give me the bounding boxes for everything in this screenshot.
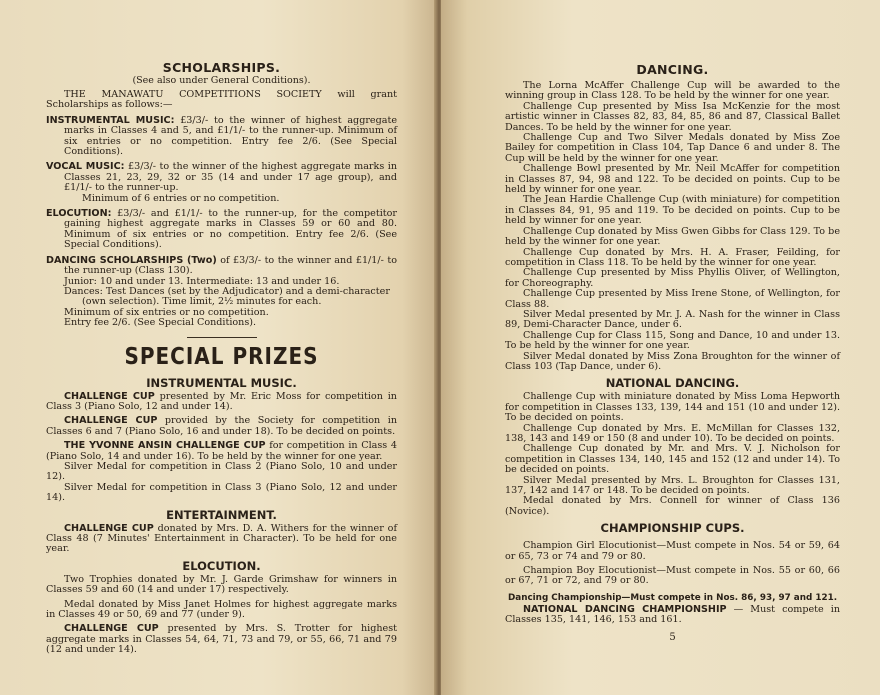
national-para: Challenge Cup with miniature donated by Miss Loma Hepworth for competition in Classes 133, 139, 144 and 151 (10 and under 12). To be decided on points.	[505, 391, 840, 424]
scholarship-vocal: VOCAL MUSIC: £3/3/- to the winner of the highest aggregate marks in Classes 21, 23, 29, 32 or 35 (14 and under 17 age group), and £1/1/- to the runner-up.	[46, 161, 397, 194]
entertainment-heading: ENTERTAINMENT.	[166, 507, 277, 522]
dancing-line: Junior: 10 and under 13. Intermediate: 13 and under 16.	[64, 275, 340, 287]
dancing-para: Silver Medal donated by Miss Zona Broughton for the winner of Class 103 (Tap Dance, under 6).	[505, 350, 840, 372]
dancing-para: Challenge Cup for Class 115, Song and Dance, 10 and under 13. To be held by the winner for one year.	[505, 329, 840, 352]
instrumental-para: THE YVONNE ANSIN CHALLENGE CUP for competition in Class 4 (Piano Solo, 14 and under 16). To be held by the winner for one year.	[46, 440, 397, 462]
special-prizes-heading: SPECIAL PRIZES	[124, 341, 319, 370]
dancing-line: Minimum of six entries or no competition.	[64, 306, 269, 318]
instrumental-para: Silver Medal for competition in Class 2 (Piano Solo, 10 and under 12).	[46, 460, 397, 483]
dancing-para: Challenge Cup and Two Silver Medals donated by Miss Zoe Bailey for competition in Class 104, Tap Dance 6 and under 8. The Cup will be held by the winner for one year.	[505, 132, 840, 164]
dancing-para: Challenge Cup presented by Miss Isa McKenzie for the most artistic winner in Classes 82, 83, 84, 85, 86 and 87, Classical Ballet Dances. To be held by the winner for one year.	[505, 100, 840, 133]
dancing-para: Silver Medal presented by Mr. J. A. Nash for the winner in Class 89, Demi-Character Dance, under 6.	[505, 308, 840, 331]
elocution-para: Medal donated by Miss Janet Holmes for highest aggregate marks in Classes 49 or 50, 69 and 77 (under 9).	[46, 598, 397, 621]
dancing-para: Challenge Cup presented by Miss Irene Stone, of Wellington, for Class 88.	[505, 288, 840, 310]
scholarships-intro: THE MANAWATU COMPETITIONS SOCIETY will grant Scholarships as follows:—	[46, 89, 397, 111]
dancing-para: Challenge Bowl presented by Mr. Neil McAffer for competition in Classes 87, 94, 98 and 122. To be decided on points. Cup to be held by winner for one year.	[505, 163, 840, 196]
national-para: Silver Medal presented by Mrs. L. Broughton for Classes 131, 137, 142 and 147 or 148. To be decided on points.	[505, 474, 840, 497]
dancing-championship-line: Dancing Championship—Must compete in Nos. 86, 93, 97 and 121.	[507, 592, 838, 603]
scholarship-vocal-minimum: Minimum of 6 entries or no competition.	[82, 192, 280, 204]
instrumental-para: CHALLENGE CUP provided by the Society for competition in Classes 6 and 7 (Piano Solo, 16 and under 18). To be decided on points.	[46, 415, 398, 437]
dancing-line: (own selection). Time limit, 2½ minutes for each.	[82, 296, 322, 308]
dancing-line: Entry fee 2/6. (See Special Conditions).	[64, 317, 257, 329]
instrumental-heading: INSTRUMENTAL MUSIC.	[146, 375, 297, 390]
dancing-line: Dances: Test Dances (set by the Adjudicator) and a demi-character	[64, 285, 390, 297]
championship-para: Champion Boy Elocutionist—Must compete in Nos. 55 or 60, 66 or 67, 71 or 72, and 79 or 80.	[505, 565, 840, 587]
elocution-heading: ELOCUTION.	[182, 558, 261, 573]
page-number: 5	[669, 631, 676, 643]
dancing-para: Challenge Cup donated by Mrs. H. A. Fraser, Feilding, for competition in Class 118. To be held by the winner for one year.	[505, 246, 840, 268]
elocution-para: CHALLENGE CUP presented by Mrs. S. Trotter for highest aggregate marks in Classes 54, 64, 71, 73 and 79, or 55, 66, 71 and 79 (12 and under 14).	[46, 623, 397, 656]
national-para: Challenge Cup donated by Mr. and Mrs. V. J. Nicholson for competition in Classes 134, 140, 145 and 152 (12 and under 14). To be decided on points.	[505, 443, 840, 476]
entertainment-para: CHALLENGE CUP donated by Mrs. D. A. Withers for the winner of Class 48 (7 Minutes' Entertainment in Character). To be held for one year.	[46, 522, 398, 555]
national-para: Challenge Cup donated by Mrs. E. McMillan for Classes 132, 138, 143 and 149 or 150 (8 and under 10). To be decided on points.	[505, 422, 840, 444]
dancing-para: The Lorna McAffer Challenge Cup will be awarded to the winning group in Class 128. To be held by the winner for one year.	[505, 80, 840, 102]
instrumental-para: CHALLENGE CUP presented by Mr. Eric Moss for competition in Class 3 (Piano Solo, 12 and under 14).	[46, 390, 397, 412]
national-para: Medal donated by Mrs. Connell for winner of Class 136 (Novice).	[505, 495, 840, 517]
scholarship-elocution: ELOCUTION: £3/3/- and £1/1/- to the runner-up, for the competitor gaining highest aggregate marks in Classes 59 or 60 and 80. Minimum of six entries or no competition. Entry fee 2/6. (See Special Conditions).	[46, 208, 397, 251]
scholarship-instrumental: INSTRUMENTAL MUSIC: £3/3/- to the winner of highest aggregate marks in Classes 4 and 5, and £1/1/- to the runner-up. Minimum of six entries or no competition. Entry fee 2/6. (See Special Conditions).	[46, 114, 397, 158]
divider	[187, 337, 257, 338]
left-page	[0, 0, 437, 695]
dancing-para: Challenge Cup presented by Miss Phyllis Oliver, of Wellington, for Choreography.	[505, 267, 840, 289]
instrumental-para: Silver Medal for competition in Class 3 (Piano Solo, 12 and under 14).	[46, 481, 397, 504]
championship-heading: CHAMPIONSHIP CUPS.	[600, 521, 745, 536]
dancing-para: The Jean Hardie Challenge Cup (with miniature) for competition in Classes 84, 91, 95 and 119. To be decided on points. Cup to be held by winner for one year.	[505, 194, 840, 227]
dancing-heading: DANCING.	[636, 62, 709, 77]
scholarships-subtitle: (See also under General Conditions).	[132, 75, 311, 86]
scholarships-heading: SCHOLARSHIPS.	[162, 60, 281, 75]
national-championship-para: NATIONAL DANCING CHAMPIONSHIP — Must compete in Classes 135, 141, 146, 153 and 161.	[505, 603, 840, 626]
dancing-para: Challenge Cup donated by Miss Gwen Gibbs for Class 129. To be held by the winner for one year.	[505, 225, 840, 248]
championship-para: Champion Girl Elocutionist—Must compete in Nos. 54 or 59, 64 or 65, 73 or 74 and 79 or 80.	[505, 540, 840, 562]
national-dancing-heading: NATIONAL DANCING.	[605, 376, 740, 391]
scholarship-dancing: DANCING SCHOLARSHIPS (Two) of £3/3/- to the winner and £1/1/- to the runner-up (Class 130).	[46, 254, 397, 277]
right-page	[441, 0, 880, 695]
elocution-para: Two Trophies donated by Mr. J. Garde Grimshaw for winners in Classes 59 and 60 (14 and under 17) respectively.	[46, 573, 397, 596]
